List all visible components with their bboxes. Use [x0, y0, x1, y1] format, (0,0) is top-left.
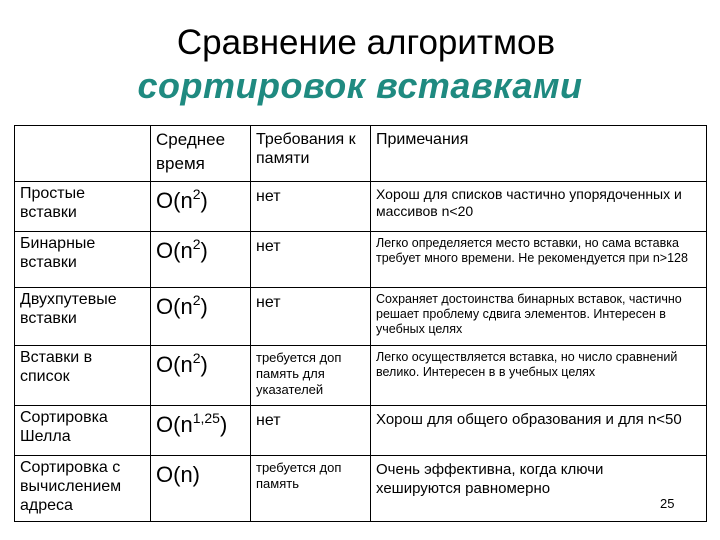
page-number: 25	[660, 496, 675, 511]
complexity-base: O(n	[156, 238, 193, 263]
row-complexity	[151, 456, 251, 522]
row-name: Простые вставки	[15, 182, 151, 232]
header-notes: Примечания	[371, 126, 707, 182]
row-note: Очень эффективна, когда ключи хешируются равномерно	[371, 456, 707, 522]
row-memory: нет	[251, 288, 371, 346]
complexity-exponent: 1,25	[192, 410, 220, 426]
complexity-base: O(n	[156, 294, 193, 319]
complexity-base: O(n	[156, 352, 193, 377]
table-header-row	[15, 126, 707, 182]
row-note: Сохраняет достоинства бинарных вставок, частично решает проблему сдвига элементов. Интересен в учебных целях	[371, 288, 707, 346]
complexity-close: )	[200, 352, 208, 377]
complexity-base: O(n)	[156, 462, 200, 487]
row-memory: нет	[251, 232, 371, 288]
table-row	[15, 456, 707, 522]
row-complexity	[151, 288, 251, 346]
row-name: Двухпутевые вставки	[15, 288, 151, 346]
complexity-base: O(n	[156, 188, 193, 213]
row-memory: требуется доп память для указателей	[251, 346, 371, 406]
slide-title	[0, 22, 720, 108]
table-row	[15, 406, 707, 456]
row-name: Сортировка Шелла	[15, 406, 151, 456]
complexity-close: )	[200, 188, 208, 213]
complexity-close: )	[200, 294, 208, 319]
row-name: Сортировка с вычислением адреса	[15, 456, 151, 522]
header-memory: Требования к памяти	[251, 126, 371, 182]
table-row	[15, 232, 707, 288]
row-note: Легко осуществляется вставка, но число сравнений велико. Интересен в в учебных целях	[371, 346, 707, 406]
table-row	[15, 346, 707, 406]
title-line-1: Сравнение алгоритмов	[176, 23, 556, 62]
comparison-table	[14, 125, 707, 522]
header-name	[15, 126, 151, 182]
row-memory: нет	[251, 406, 371, 456]
row-complexity	[151, 406, 251, 456]
row-complexity	[151, 346, 251, 406]
table-row	[15, 288, 707, 346]
table-row	[15, 182, 707, 232]
row-note: Хорош для списков частично упорядоченных и массивов n<20	[371, 182, 707, 232]
row-memory: требуется доп память	[251, 456, 371, 522]
row-note: Легко определяется место вставки, но сама вставка требует много времени. Не рекомендуется при n>128	[371, 232, 707, 288]
complexity-exponent: 2	[192, 236, 201, 252]
row-complexity	[151, 182, 251, 232]
complexity-exponent: 2	[192, 186, 201, 202]
complexity-exponent: 2	[192, 292, 201, 308]
complexity-close: )	[200, 238, 208, 263]
complexity-exponent: 2	[192, 350, 201, 366]
row-complexity	[151, 232, 251, 288]
row-name: Вставки в список	[15, 346, 151, 406]
row-note: Хорош для общего образования и для n<50	[371, 406, 707, 456]
complexity-close: )	[219, 412, 228, 437]
complexity-base: O(n	[156, 412, 193, 437]
row-name: Бинарные вставки	[15, 232, 151, 288]
title-line-2: сортировок вставками	[137, 65, 583, 106]
row-memory: нет	[251, 182, 371, 232]
header-average-time: Среднее время	[151, 126, 251, 182]
